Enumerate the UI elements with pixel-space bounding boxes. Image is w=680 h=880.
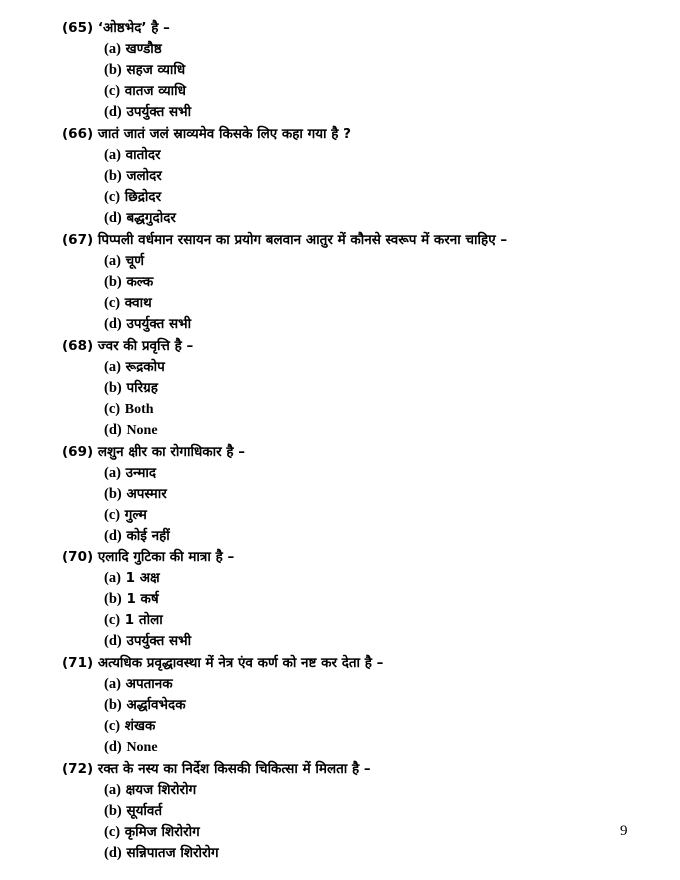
option-68-b: (b) परिग्रह [104, 380, 158, 396]
question-number: (67) [62, 232, 94, 248]
option-69-d: (d) कोई नहीं [104, 528, 170, 544]
question-69 [62, 443, 662, 461]
option-69-a: (a) उन्माद [104, 465, 157, 481]
option-70-d: (d) उपर्युक्त सभी [104, 633, 192, 649]
option-69-c: (c) गुल्म [104, 507, 147, 523]
question-68 [62, 337, 662, 355]
question-text: रक्त के नस्य का निर्देश किसकी चिकित्सा में मिलता है – [97, 761, 371, 777]
option-66-c: (c) छिद्रोदर [104, 189, 162, 205]
option-68-d: (d) None [104, 422, 158, 438]
option-71-b: (b) अर्द्धावभेदक [104, 697, 186, 713]
option-72-d: (d) सन्निपातज शिरोरोग [104, 845, 219, 861]
question-71 [62, 654, 662, 672]
question-text: ‘ओष्ठभेद’ है – [97, 20, 170, 36]
option-65-b: (b) सहज व्याधि [104, 62, 186, 78]
question-text: ज्वर की प्रवृत्ति है – [97, 338, 194, 354]
option-72-c: (c) कृमिज शिरोरोग [104, 824, 200, 840]
question-65 [62, 19, 662, 37]
option-71-a: (a) अपतानक [104, 676, 173, 692]
question-number: (65) [62, 20, 94, 36]
question-text: पिप्पली वर्धमान रसायन का प्रयोग बलवान आतुर में कौनसे स्वरूप में करना चाहिए – [97, 232, 508, 248]
option-70-b: (b) 1 कर्ष [104, 591, 159, 607]
question-text: एलादि गुटिका की मात्रा है – [97, 549, 235, 565]
option-65-d: (d) उपर्युक्त सभी [104, 104, 192, 120]
option-67-d: (d) उपर्युक्त सभी [104, 316, 192, 332]
question-number: (72) [62, 761, 94, 777]
question-text: अत्यधिक प्रवृद्धावस्था में नेत्र एंव कर्ण को नष्ट कर देता है – [97, 655, 384, 671]
option-65-c: (c) वातज व्याधि [104, 83, 186, 99]
option-66-a: (a) वातोदर [104, 147, 161, 163]
option-66-d: (d) बद्धगुदोदर [104, 210, 176, 226]
question-text: लशुन क्षीर का रोगाधिकार है – [97, 444, 245, 460]
option-70-a: (a) 1 अक्ष [104, 570, 160, 586]
option-68-a: (a) रूद्रकोप [104, 359, 165, 375]
option-66-b: (b) जलोदर [104, 168, 162, 184]
option-67-c: (c) क्वाथ [104, 295, 152, 311]
option-68-c: (c) Both [104, 401, 154, 417]
option-72-a: (a) क्षयज शिरोरोग [104, 782, 197, 798]
option-71-d: (d) None [104, 739, 158, 755]
question-70 [62, 548, 662, 566]
question-number: (71) [62, 655, 94, 671]
option-69-b: (b) अपस्मार [104, 486, 167, 502]
option-67-a: (a) चूर्ण [104, 253, 144, 269]
question-66 [62, 125, 662, 143]
option-65-a: (a) खण्डौष्ठ [104, 41, 162, 57]
question-number: (69) [62, 444, 94, 460]
question-number: (70) [62, 549, 94, 565]
option-67-b: (b) कल्क [104, 274, 154, 290]
page-number: 9 [620, 823, 628, 839]
option-70-c: (c) 1 तोला [104, 612, 163, 628]
question-72 [62, 760, 662, 778]
option-72-b: (b) सूर्यावर्त [104, 803, 163, 819]
option-71-c: (c) शंखक [104, 718, 156, 734]
question-67 [62, 231, 662, 249]
question-text: जातं जातं जलं स्राव्यमेव किसके लिए कहा गया है ? [97, 126, 351, 142]
question-number: (68) [62, 338, 94, 354]
question-number: (66) [62, 126, 94, 142]
